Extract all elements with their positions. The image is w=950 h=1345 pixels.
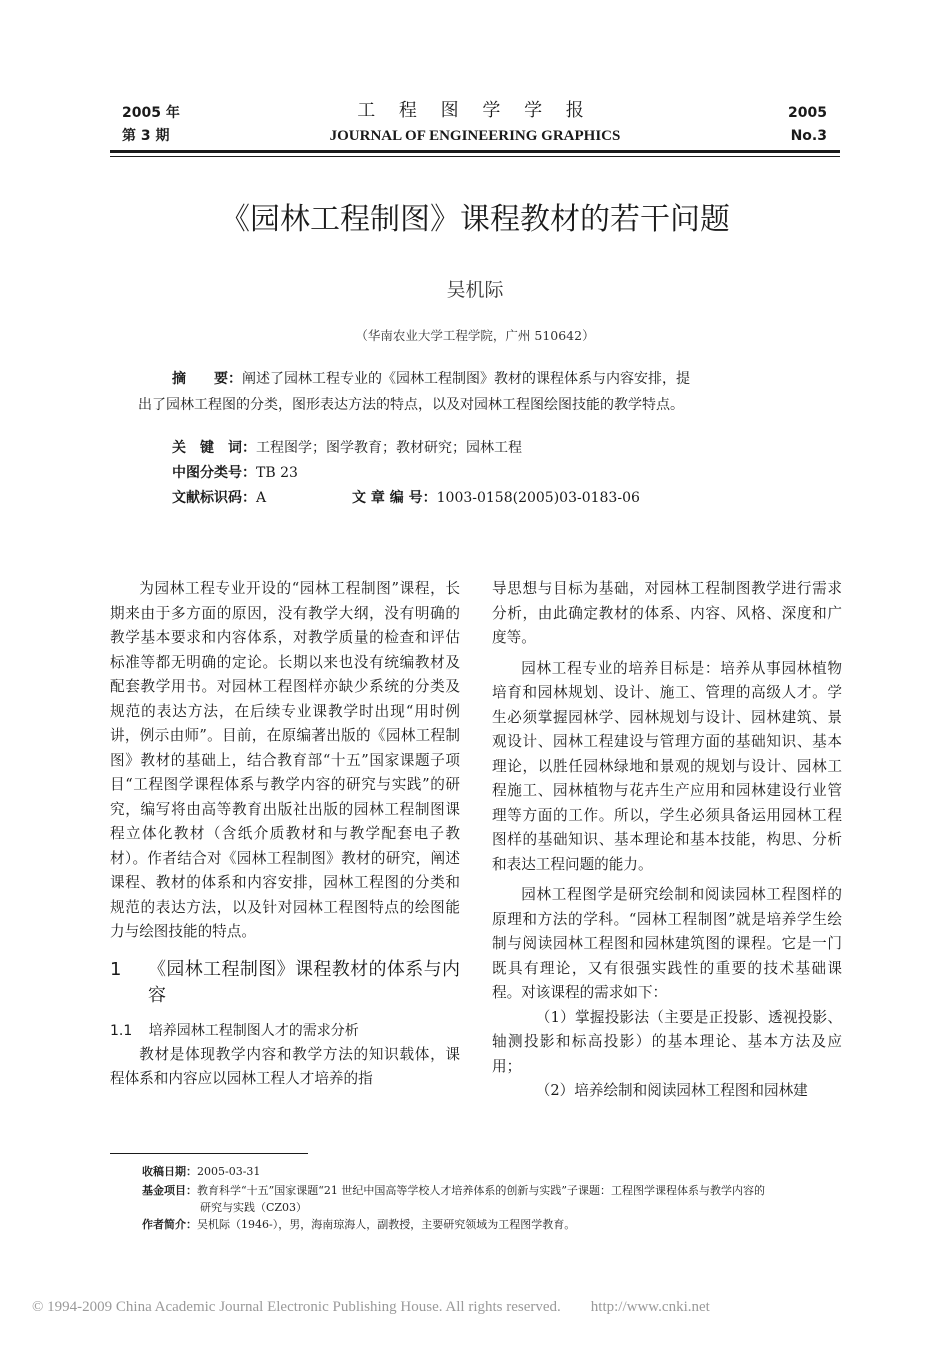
abstract-line-1	[172, 367, 812, 392]
footnote-rule	[110, 1153, 308, 1154]
journal-title-en: JOURNAL OF ENGINEERING GRAPHICS	[329, 128, 621, 144]
header-rule-thin	[110, 156, 840, 157]
keywords-label: 关 键 词：	[172, 440, 256, 456]
section-1-title: 《园林工程制图》课程教材的体系与内容	[148, 958, 460, 1006]
article-no-row	[352, 486, 640, 511]
fund-label: 基金项目：	[142, 1184, 197, 1197]
footnote-author	[142, 1216, 575, 1234]
right-paragraph-1: 导思想与目标为基础，对园林工程制图教学进行需求分析，由此确定教材的体系、内容、风格、深度和广度等。	[492, 580, 842, 646]
abstract-label: 摘 要：	[172, 371, 242, 387]
section-1-heading	[110, 957, 460, 1009]
year-left: 2005 年	[122, 105, 180, 121]
right-paragraph-3: 园林工程图学是研究绘制和阅读园林工程图样的原理和方法的学科。“园林工程制图”就是培养学生绘制与阅读园林工程图和园林建筑图的课程。它是一门既具有理论，又有很强实践性的重要的技术基础课程。对该课程的需求如下：	[492, 886, 842, 1001]
journal-title-cn: 工 程 图 学 学 报	[357, 100, 593, 121]
received-label: 收稿日期：	[142, 1165, 197, 1178]
section-1-number: 1	[110, 958, 122, 980]
header-rule-thick	[110, 150, 840, 153]
subsection-1-1-title: 培养园林工程制图人才的需求分析	[148, 1022, 359, 1039]
fund-line-2: 研究与实践（CZ03）	[200, 1201, 308, 1214]
right-paragraph-5: （2）培养绘制和阅读园林工程图和园林建	[535, 1082, 808, 1099]
author-bio-label: 作者简介：	[142, 1218, 197, 1231]
doc-code: A	[256, 490, 267, 506]
article-no: 1003-0158(2005)03-0183-06	[436, 490, 640, 506]
footnote-fund	[142, 1182, 765, 1200]
subsection-1-1-heading	[110, 1019, 460, 1043]
left-column	[110, 577, 460, 1092]
author-affiliation: （华南农业大学工程学院，广州 510642）	[355, 328, 595, 343]
abstract-text-2: 出了园林工程图的分类，图形表达方法的特点，以及对园林工程图绘图技能的教学特点。	[138, 397, 684, 413]
year-right: 2005	[788, 105, 827, 121]
issue-left: 第 3 期	[122, 128, 170, 144]
left-paragraph-1: 为园林工程专业开设的“园林工程制图”课程，长期来由于多方面的原因，没有教学大纲，没有明确的教学基本要求和内容体系，对教学质量的检查和评估标准等都无明确的定论。长期以来也没有统编教材及配套教学用书。对园林工程图样亦缺少系统的分类及规范的表达方法，在后续专业课教学时出现“用时例讲，例示由师”。目前，在原编著出版的《园林工程制图》教材的基础上，结合教育部“十五”国家课题子项目“工程图学课程体系与教学内容的研究与实践”的研究，编写将由高等教育出版社出版的园林工程制图课程立体化教材（含纸介质教材和与教学配套电子教材）。作者结合对《园林工程制图》教材的研究，阐述课程、教材的体系和内容安排，园林工程图的分类和规范的表达方法，以及针对园林工程图特点的绘图能力与绘图技能的特点。	[110, 580, 460, 940]
left-paragraph-2: 教材是体现教学内容和教学方法的知识载体，课程体系和内容应以园林工程人才培养的指	[110, 1045, 460, 1087]
right-column	[492, 577, 842, 1104]
clc-label: 中图分类号：	[172, 465, 256, 481]
fund-line-1: 教育科学“十五”国家课题“21 世纪中国高等学校人才培养体系的创新与实践”子课题：工程图学课程体系与教学内容的	[197, 1184, 765, 1197]
subsection-1-1-number: 1.1	[110, 1022, 133, 1039]
keywords-row	[172, 436, 522, 461]
article-no-label: 文 章 编 号：	[352, 490, 437, 506]
received-date: 2005-03-31	[197, 1165, 261, 1178]
article-title: 《园林工程制图》课程教材的若干问题	[220, 202, 730, 237]
abstract-text-1: 阐述了园林工程专业的《园林工程制图》教材的课程体系与内容安排，提	[242, 371, 690, 387]
article-author: 吴机际	[446, 279, 504, 301]
doc-code-row	[172, 486, 266, 511]
author-bio: 吴机际（1946-），男，海南琼海人，副教授，主要研究领域为工程图学教育。	[197, 1218, 576, 1231]
keywords: 工程图学；图学教育；教材研究；园林工程	[256, 440, 522, 456]
issue-right: No.3	[790, 128, 827, 144]
right-paragraph-4: （1）掌握投影法（主要是正投影、透视投影、轴测投影和标高投影）的基本理论、基本方法及应用；	[492, 1008, 842, 1075]
footnote-received	[142, 1163, 260, 1181]
right-paragraph-2: 园林工程专业的培养目标是：培养从事园林植物培育和园林规划、设计、施工、管理的高级人才。学生必须掌握园林学、园林规划与设计、园林建筑、景观设计、园林工程建设与管理方面的基础知识、基本理论，以胜任园林绿地和景观的规划与设计、园林工程施工、园林植物与花卉生产应用和园林建设行业管理等方面的工作。所以，学生必须具备运用园林工程图样的基础知识、基本理论和基本技能，构思、分析和表达工程问题的能力。	[492, 659, 842, 873]
clc-code: TB 23	[256, 465, 298, 481]
doc-code-label: 文献标识码：	[172, 490, 256, 506]
clc-row	[172, 461, 298, 486]
copyright-notice: © 1994-2009 China Academic Journal Electronic Publishing House. All rights reserved. http://www.cnki.net	[32, 1299, 710, 1315]
